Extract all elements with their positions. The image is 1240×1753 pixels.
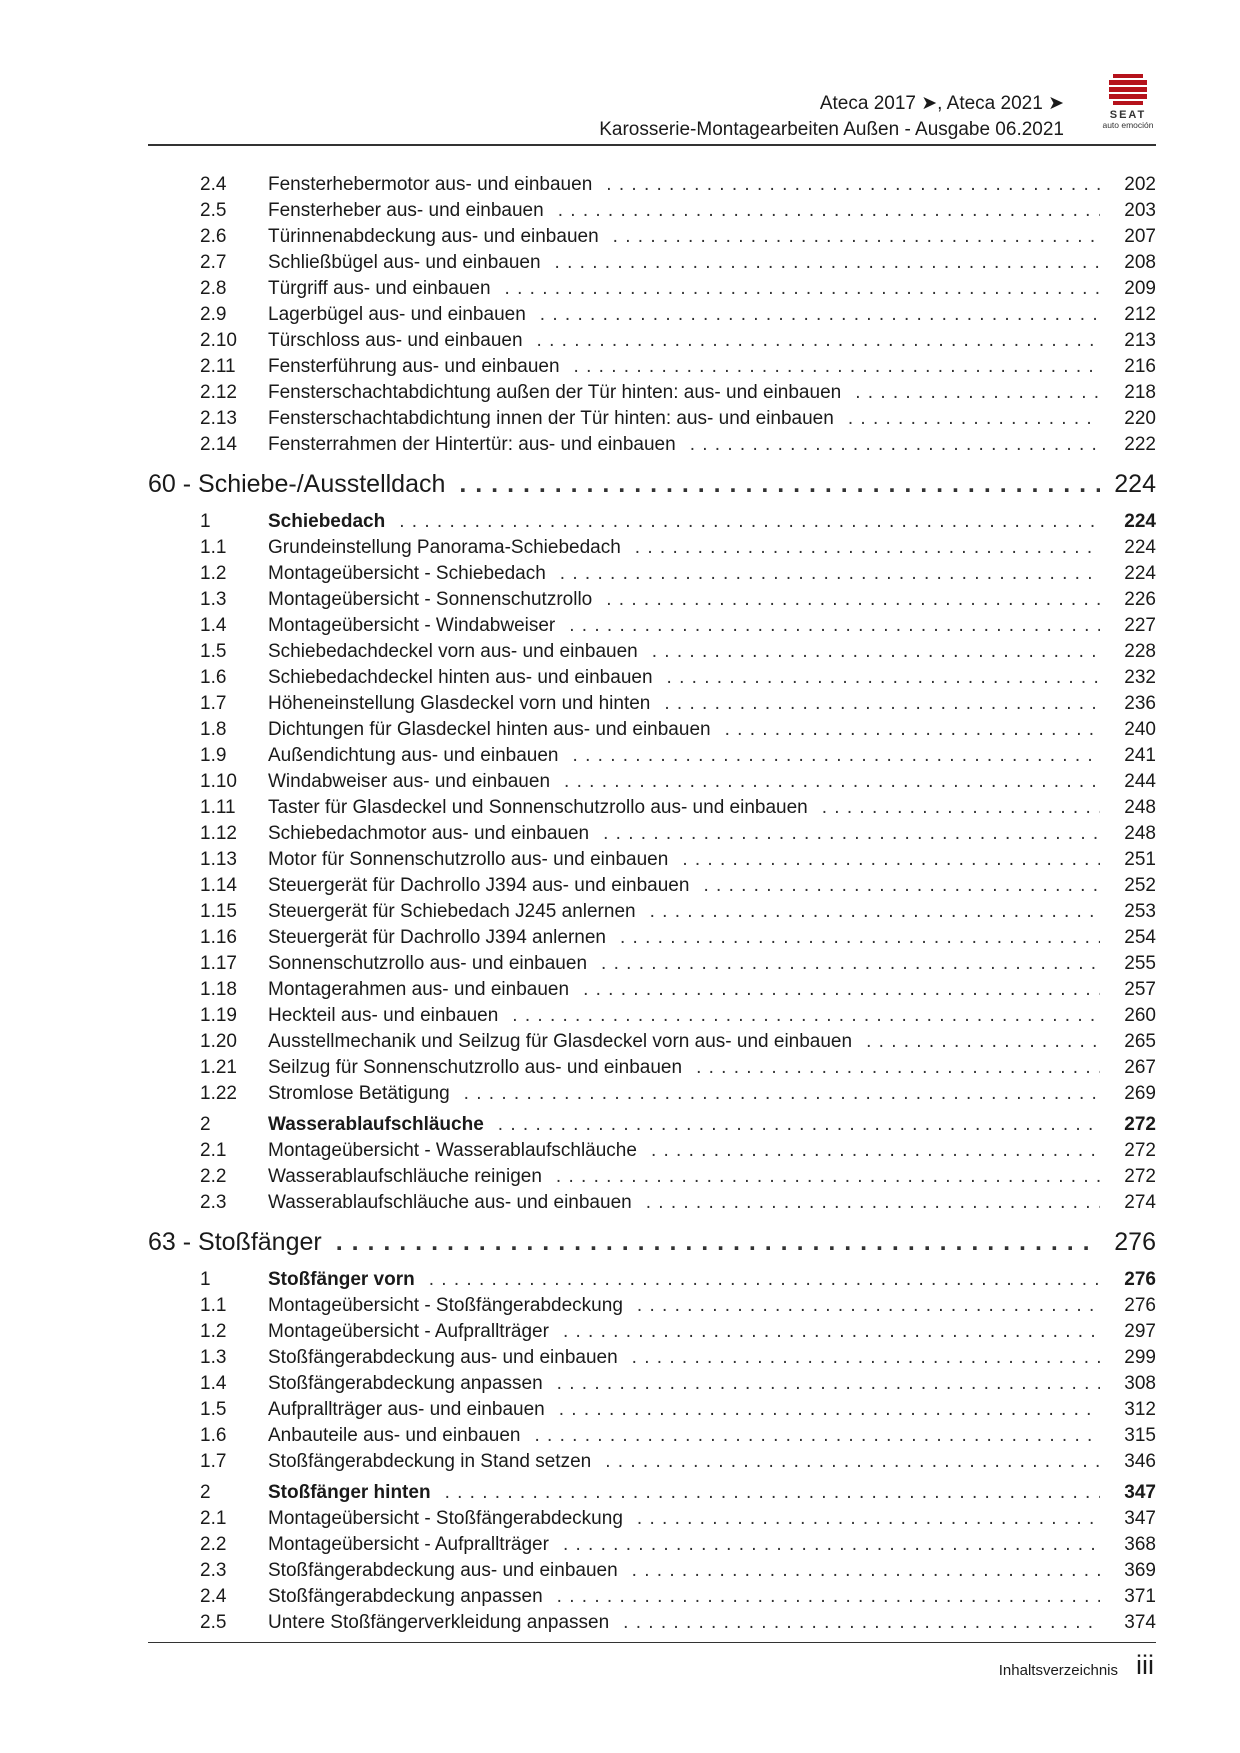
dot-leader (429, 1267, 1100, 1293)
dot-leader (703, 873, 1100, 899)
toc-entry[interactable] (148, 354, 1156, 380)
entry-number: 1.3 (200, 1347, 227, 1368)
toc-entry[interactable] (148, 743, 1156, 769)
dot-leader (574, 354, 1100, 380)
dot-leader (537, 328, 1100, 354)
entry-page: 346 (1124, 1451, 1156, 1472)
entry-page: 227 (1124, 615, 1156, 636)
entry-number: 1.5 (200, 641, 227, 662)
dot-leader (725, 717, 1100, 743)
entry-title: Fensterrahmen der Hintertür: aus- und einbauen (268, 434, 676, 455)
entry-page: 371 (1124, 1586, 1156, 1607)
toc-entry[interactable] (148, 977, 1156, 1003)
entry-number: 1.16 (200, 927, 237, 948)
entry-page: 255 (1124, 953, 1156, 974)
toc-entry[interactable] (148, 691, 1156, 717)
toc-entry[interactable] (148, 535, 1156, 561)
entry-page: 374 (1124, 1612, 1156, 1633)
dot-leader (646, 1190, 1100, 1216)
dot-leader (534, 1423, 1100, 1449)
entry-title: Außendichtung aus- und einbauen (268, 745, 559, 766)
dot-leader (555, 250, 1100, 276)
toc-entry[interactable] (148, 302, 1156, 328)
entry-title: Untere Stoßfängerverkleidung anpassen (268, 1612, 610, 1633)
toc-entry[interactable] (148, 172, 1156, 198)
toc-group-63-1 (148, 1293, 1156, 1475)
entry-number: 2.2 (200, 1534, 227, 1555)
dot-leader (606, 172, 1100, 198)
dot-leader (667, 665, 1100, 691)
toc-entry[interactable] (148, 613, 1156, 639)
toc-entry[interactable] (148, 1423, 1156, 1449)
toc-entry[interactable] (148, 380, 1156, 406)
toc-entry[interactable] (148, 1293, 1156, 1319)
entry-number: 1.1 (200, 537, 227, 558)
entry-number: 1.20 (200, 1031, 237, 1052)
entry-title: Stromlose Betätigung (268, 1083, 450, 1104)
entry-number: 1.4 (200, 1373, 227, 1394)
entry-number: 1.8 (200, 719, 227, 740)
section-title: Stoßfänger vorn (268, 1269, 415, 1290)
entry-title: Türgriff aus- und einbauen (268, 278, 491, 299)
toc-entry[interactable] (148, 406, 1156, 432)
toc-entry[interactable] (148, 250, 1156, 276)
toc-entry[interactable] (148, 224, 1156, 250)
entry-title: Heckteil aus- und einbauen (268, 1005, 499, 1026)
toc-entry[interactable] (148, 665, 1156, 691)
entry-title: Montageübersicht - Windabweiser (268, 615, 556, 636)
entry-page: 228 (1124, 641, 1156, 662)
toc-group-top (148, 172, 1156, 458)
dot-leader (464, 1081, 1100, 1107)
entry-number: 1.21 (200, 1057, 237, 1078)
footer-page-number: iii (1136, 1650, 1154, 1680)
entry-title: Schiebedachdeckel vorn aus- und einbauen (268, 641, 638, 662)
section-title: Wasserablaufschläuche (268, 1114, 484, 1135)
entry-page: 369 (1124, 1560, 1156, 1581)
toc-entry[interactable] (148, 276, 1156, 302)
dot-leader (635, 535, 1100, 561)
entry-title: Fensterschachtabdichtung innen der Tür hinten: aus- und einbauen (268, 408, 834, 429)
dot-leader (558, 198, 1100, 224)
section-title: Schiebedach (268, 511, 386, 532)
entry-title: Montageübersicht - Stoßfängerabdeckung (268, 1508, 623, 1529)
entry-page: 244 (1124, 771, 1156, 792)
section-page: 272 (1124, 1114, 1156, 1135)
entry-number: 2.13 (200, 408, 237, 429)
entry-number: 1.15 (200, 901, 237, 922)
dot-leader (540, 302, 1100, 328)
entry-title: Lagerbügel aus- und einbauen (268, 304, 526, 325)
dot-leader (505, 276, 1100, 302)
entry-page: 216 (1124, 356, 1156, 377)
entry-number: 1.11 (200, 797, 236, 818)
entry-title: Montageübersicht - Aufprallträger (268, 1321, 549, 1342)
section-number: 1 (200, 1269, 211, 1290)
entry-page: 208 (1124, 252, 1156, 273)
entry-page: 308 (1124, 1373, 1156, 1394)
header-subtitle: Karosserie-Montagearbeiten Außen - Ausgabe 06.2021 (599, 119, 1064, 140)
entry-page: 272 (1124, 1166, 1156, 1187)
toc-entry[interactable] (148, 1371, 1156, 1397)
entry-title: Windabweiser aus- und einbauen (268, 771, 551, 792)
toc-entry[interactable] (148, 717, 1156, 743)
toc-section-60-2[interactable] (148, 1112, 1156, 1138)
toc-entry[interactable] (148, 1397, 1156, 1423)
toc-entry[interactable] (148, 1081, 1156, 1107)
seat-logo (1093, 72, 1163, 130)
dot-leader (613, 224, 1100, 250)
entry-title: Wasserablaufschläuche reinigen (268, 1166, 542, 1187)
entry-number: 1.7 (200, 693, 227, 714)
entry-title: Grundeinstellung Panorama-Schiebedach (268, 537, 621, 558)
entry-title: Schiebedachdeckel hinten aus- und einbauen (268, 667, 653, 688)
toc-entry[interactable] (148, 925, 1156, 951)
toc-entry[interactable] (148, 1584, 1156, 1610)
dot-leader (445, 1480, 1100, 1506)
entry-number: 1.2 (200, 1321, 227, 1342)
toc-entry[interactable] (148, 1449, 1156, 1475)
entry-number: 2.1 (200, 1508, 227, 1529)
entry-title: Steuergerät für Schiebedach J245 anlernen (268, 901, 636, 922)
dot-leader (855, 380, 1100, 406)
toc-section-63-2[interactable] (148, 1480, 1156, 1506)
entry-title: Stoßfängerabdeckung in Stand setzen (268, 1451, 592, 1472)
toc-group-63-2 (148, 1506, 1156, 1636)
dot-leader (583, 977, 1100, 1003)
dot-leader (573, 743, 1100, 769)
entry-page: 222 (1124, 434, 1156, 455)
dot-leader (603, 821, 1100, 847)
toc-entry[interactable] (148, 198, 1156, 224)
dot-leader (637, 1293, 1100, 1319)
entry-page: 213 (1124, 330, 1156, 351)
dot-leader (664, 691, 1100, 717)
entry-page: 368 (1124, 1534, 1156, 1555)
entry-page: 265 (1124, 1031, 1156, 1052)
section-number: 2 (200, 1482, 211, 1503)
entry-page: 347 (1124, 1508, 1156, 1529)
section-number: 2 (200, 1114, 211, 1135)
chapter-title: 60 - Schiebe-/Ausstelldach (148, 470, 446, 498)
entry-page: 248 (1124, 797, 1156, 818)
entry-page: 269 (1124, 1083, 1156, 1104)
dot-leader (563, 1319, 1100, 1345)
entry-number: 1.4 (200, 615, 227, 636)
dot-leader (651, 1138, 1100, 1164)
entry-page: 315 (1124, 1425, 1156, 1446)
entry-page: 257 (1124, 979, 1156, 1000)
footer-label: Inhaltsverzeichnis (998, 1662, 1118, 1679)
entry-number: 1.17 (200, 953, 237, 974)
entry-title: Montageübersicht - Sonnenschutzrollo (268, 589, 593, 610)
toc-entry[interactable] (148, 795, 1156, 821)
entry-number: 2.3 (200, 1192, 227, 1213)
entry-title: Aufprallträger aus- und einbauen (268, 1399, 545, 1420)
entry-title: Türinnenabdeckung aus- und einbauen (268, 226, 599, 247)
dot-leader (459, 464, 1100, 504)
entry-number: 2.1 (200, 1140, 227, 1161)
toc-section-63-1[interactable] (148, 1267, 1156, 1293)
toc-entry[interactable] (148, 1055, 1156, 1081)
dot-leader (557, 1371, 1100, 1397)
dot-leader (637, 1506, 1100, 1532)
dot-leader (848, 406, 1100, 432)
dot-leader (556, 1164, 1100, 1190)
toc-entry[interactable] (148, 769, 1156, 795)
entry-page: 218 (1124, 382, 1156, 403)
entry-title: Stoßfängerabdeckung aus- und einbauen (268, 1347, 618, 1368)
entry-page: 272 (1124, 1140, 1156, 1161)
chapter-page: 224 (1114, 470, 1156, 498)
logo-tagline: auto emoción (1102, 120, 1154, 130)
header-divider (148, 144, 1156, 146)
entry-number: 2.6 (200, 226, 227, 247)
dot-leader (560, 561, 1100, 587)
entry-number: 2.7 (200, 252, 227, 273)
entry-number: 2.4 (200, 174, 227, 195)
toc-entry[interactable] (148, 1345, 1156, 1371)
entry-page: 312 (1124, 1399, 1156, 1420)
entry-number: 2.5 (200, 1612, 227, 1633)
entry-page: 209 (1124, 278, 1156, 299)
entry-number: 2.4 (200, 1586, 227, 1607)
dot-leader (632, 1345, 1100, 1371)
entry-page: 260 (1124, 1005, 1156, 1026)
dot-leader (822, 795, 1100, 821)
entry-title: Seilzug für Sonnenschutzrollo aus- und einbauen (268, 1057, 683, 1078)
entry-title: Schließbügel aus- und einbauen (268, 252, 541, 273)
toc-entry[interactable] (148, 1506, 1156, 1532)
toc-entry[interactable] (148, 328, 1156, 354)
toc-entry[interactable] (148, 951, 1156, 977)
dot-leader (498, 1112, 1100, 1138)
entry-title: Montageübersicht - Aufprallträger (268, 1534, 549, 1555)
section-number: 1 (200, 511, 211, 532)
entry-number: 2.5 (200, 200, 227, 221)
dot-leader (564, 769, 1100, 795)
dot-leader (652, 639, 1100, 665)
entry-number: 2.8 (200, 278, 227, 299)
entry-title: Montageübersicht - Stoßfängerabdeckung (268, 1295, 623, 1316)
entry-title: Montagerahmen aus- und einbauen (268, 979, 570, 1000)
dot-leader (559, 1397, 1100, 1423)
entry-page: 252 (1124, 875, 1156, 896)
dot-leader (563, 1532, 1100, 1558)
entry-page: 236 (1124, 693, 1156, 714)
toc-group-60-1 (148, 535, 1156, 1107)
entry-number: 2.3 (200, 1560, 227, 1581)
section-title: Stoßfänger hinten (268, 1482, 431, 1503)
dot-leader (399, 509, 1100, 535)
entry-title: Fensterführung aus- und einbauen (268, 356, 560, 377)
entry-number: 1.13 (200, 849, 237, 870)
entry-page: 207 (1124, 226, 1156, 247)
entry-number: 2.12 (200, 382, 237, 403)
toc-entry[interactable] (148, 1003, 1156, 1029)
entry-page: 254 (1124, 927, 1156, 948)
entry-page: 253 (1124, 901, 1156, 922)
entry-title: Dichtungen für Glasdeckel hinten aus- und einbauen (268, 719, 711, 740)
entry-title: Höheneinstellung Glasdeckel vorn und hinten (268, 693, 651, 714)
page-header (148, 86, 1078, 142)
toc-entry[interactable] (148, 821, 1156, 847)
section-page: 276 (1124, 1269, 1156, 1290)
entry-page: 212 (1124, 304, 1156, 325)
entry-number: 1.3 (200, 589, 227, 610)
dot-leader (696, 1055, 1100, 1081)
entry-number: 1.6 (200, 667, 227, 688)
entry-title: Taster für Glasdeckel und Sonnenschutzrollo aus- und einbauen (268, 797, 808, 818)
dot-leader (866, 1029, 1100, 1055)
entry-title: Stoßfängerabdeckung aus- und einbauen (268, 1560, 618, 1581)
entry-number: 1.22 (200, 1083, 237, 1104)
entry-number: 2.2 (200, 1166, 227, 1187)
table-of-contents (148, 172, 1156, 1636)
header-title: Ateca 2017 ➤, Ateca 2021 ➤ (819, 93, 1064, 114)
dot-leader (606, 587, 1100, 613)
entry-page: 248 (1124, 823, 1156, 844)
entry-number: 1.18 (200, 979, 237, 1000)
entry-page: 202 (1124, 174, 1156, 195)
entry-title: Ausstellmechanik und Seilzug für Glasdeckel vorn aus- und einbauen (268, 1031, 853, 1052)
entry-page: 267 (1124, 1057, 1156, 1078)
dot-leader (512, 1003, 1100, 1029)
section-page: 224 (1124, 511, 1156, 532)
entry-page: 276 (1124, 1295, 1156, 1316)
entry-page: 251 (1124, 849, 1156, 870)
entry-number: 1.10 (200, 771, 237, 792)
toc-entry[interactable] (148, 587, 1156, 613)
entry-number: 1.7 (200, 1451, 227, 1472)
toc-entry[interactable] (148, 1319, 1156, 1345)
dot-leader (601, 951, 1100, 977)
toc-group-60-2 (148, 1138, 1156, 1216)
entry-title: Steuergerät für Dachrollo J394 anlernen (268, 927, 606, 948)
entry-number: 2.10 (200, 330, 237, 351)
toc-entry[interactable] (148, 561, 1156, 587)
entry-title: Fensterschachtabdichtung außen der Tür hinten: aus- und einbauen (268, 382, 842, 403)
toc-entry[interactable] (148, 1029, 1156, 1055)
dot-leader (605, 1449, 1100, 1475)
entry-number: 2.14 (200, 434, 237, 455)
entry-title: Schiebedachmotor aus- und einbauen (268, 823, 590, 844)
seat-s-emblem-icon (1109, 74, 1147, 105)
footer-divider (148, 1642, 1156, 1643)
section-page: 347 (1124, 1482, 1156, 1503)
toc-entry[interactable] (148, 1610, 1156, 1636)
entry-title: Türschloss aus- und einbauen (268, 330, 523, 351)
chapter-title: 63 - Stoßfänger (148, 1228, 322, 1256)
entry-title: Fensterheber aus- und einbauen (268, 200, 544, 221)
entry-number: 1.19 (200, 1005, 237, 1026)
entry-number: 1.2 (200, 563, 227, 584)
entry-page: 220 (1124, 408, 1156, 429)
toc-entry[interactable] (148, 1532, 1156, 1558)
entry-number: 1.14 (200, 875, 237, 896)
toc-entry[interactable] (148, 1190, 1156, 1216)
entry-title: Steuergerät für Dachrollo J394 aus- und einbauen (268, 875, 690, 896)
entry-number: 1.9 (200, 745, 227, 766)
entry-title: Stoßfängerabdeckung anpassen (268, 1586, 543, 1607)
entry-number: 1.6 (200, 1425, 227, 1446)
entry-number: 2.9 (200, 304, 227, 325)
toc-chapter-63[interactable] (148, 1222, 1156, 1262)
entry-title: Fensterhebermotor aus- und einbauen (268, 174, 593, 195)
toc-entry[interactable] (148, 873, 1156, 899)
dot-leader (620, 925, 1100, 951)
entry-page: 226 (1124, 589, 1156, 610)
entry-number: 2.11 (200, 356, 236, 377)
dot-leader (650, 899, 1100, 925)
toc-entry[interactable] (148, 847, 1156, 873)
toc-entry[interactable] (148, 432, 1156, 458)
toc-chapter-60[interactable] (148, 464, 1156, 504)
dot-leader (569, 613, 1100, 639)
entry-number: 1.5 (200, 1399, 227, 1420)
entry-title: Stoßfängerabdeckung anpassen (268, 1373, 543, 1394)
entry-page: 224 (1124, 563, 1156, 584)
entry-page: 240 (1124, 719, 1156, 740)
entry-page: 241 (1124, 745, 1156, 766)
entry-number: 1.1 (200, 1295, 227, 1316)
entry-title: Wasserablaufschläuche aus- und einbauen (268, 1192, 632, 1213)
entry-page: 299 (1124, 1347, 1156, 1368)
toc-section-60-1[interactable] (148, 509, 1156, 535)
dot-leader (336, 1222, 1100, 1262)
toc-entry[interactable] (148, 639, 1156, 665)
chapter-page: 276 (1114, 1228, 1156, 1256)
entry-title: Montageübersicht - Schiebedach (268, 563, 546, 584)
entry-title: Sonnenschutzrollo aus- und einbauen (268, 953, 588, 974)
entry-number: 1.12 (200, 823, 237, 844)
toc-entry[interactable] (148, 899, 1156, 925)
entry-page: 224 (1124, 537, 1156, 558)
entry-page: 297 (1124, 1321, 1156, 1342)
toc-entry[interactable] (148, 1558, 1156, 1584)
entry-title: Montageübersicht - Wasserablaufschläuche (268, 1140, 637, 1161)
entry-title: Anbauteile aus- und einbauen (268, 1425, 521, 1446)
entry-page: 203 (1124, 200, 1156, 221)
dot-leader (690, 432, 1100, 458)
entry-title: Motor für Sonnenschutzrollo aus- und einbauen (268, 849, 669, 870)
logo-wordmark: SEAT (1109, 109, 1147, 121)
toc-entry[interactable] (148, 1138, 1156, 1164)
entry-page: 232 (1124, 667, 1156, 688)
dot-leader (632, 1558, 1100, 1584)
entry-page: 274 (1124, 1192, 1156, 1213)
dot-leader (557, 1584, 1100, 1610)
dot-leader (682, 847, 1100, 873)
toc-entry[interactable] (148, 1164, 1156, 1190)
dot-leader (623, 1610, 1100, 1636)
